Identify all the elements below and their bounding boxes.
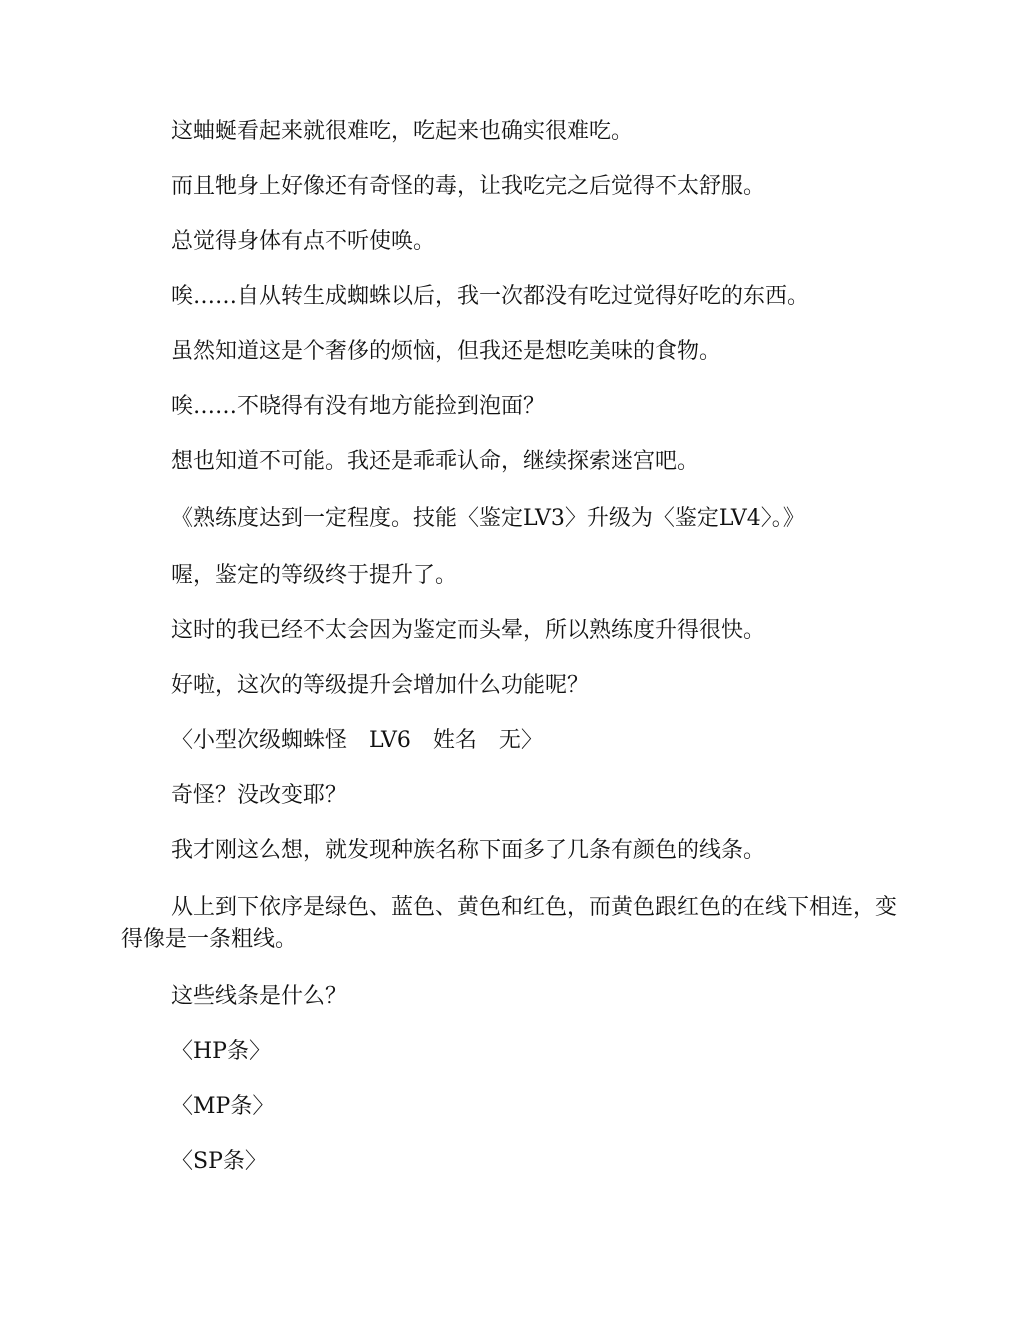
paragraph: 想也知道不可能。我还是乖乖认命，继续探索迷宫吧。 [171, 449, 700, 474]
paragraph: 唉……自从转生成蜘蛛以后，我一次都没有吃过觉得好吃的东西。 [171, 284, 810, 309]
status-readout: 〈小型次级蜘蛛怪 LV6 姓名 无〉 [171, 728, 543, 753]
paragraph: 总觉得身体有点不听使唤。 [171, 229, 436, 254]
paragraph: 我才刚这么想，就发现种族名称下面多了几条有颜色的线条。 [171, 838, 766, 863]
document-body [121, 118, 901, 1203]
paragraph: 唉……不晓得有没有地方能捡到泡面？ [171, 394, 546, 419]
paragraph: 虽然知道这是个奢侈的烦恼，但我还是想吃美味的食物。 [171, 339, 722, 364]
paragraph: 这时的我已经不太会因为鉴定而头晕，所以熟练度升得很快。 [171, 618, 766, 643]
paragraph: 从上到下依序是绿色、蓝色、黄色和红色，而黄色跟红色的在线下相连，变得像是一条粗线。 [121, 895, 898, 952]
sp-bar-label: 〈SP条〉 [171, 1149, 267, 1174]
paragraph: 喔，鉴定的等级终于提升了。 [171, 563, 458, 588]
system-message: 《熟练度达到一定程度。技能〈鉴定LV3〉升级为〈鉴定LV4〉。》 [171, 506, 805, 531]
paragraph: 奇怪？没改变耶？ [171, 783, 348, 808]
paragraph: 这蚰蜒看起来就很难吃，吃起来也确实很难吃。 [171, 119, 634, 144]
paragraph: 这些线条是什么？ [171, 984, 348, 1009]
mp-bar-label: 〈MP条〉 [171, 1094, 275, 1119]
paragraph: 好啦，这次的等级提升会增加什么功能呢？ [171, 673, 590, 698]
paragraph: 而且牠身上好像还有奇怪的毒，让我吃完之后觉得不太舒服。 [171, 174, 766, 199]
hp-bar-label: 〈HP条〉 [171, 1039, 271, 1064]
